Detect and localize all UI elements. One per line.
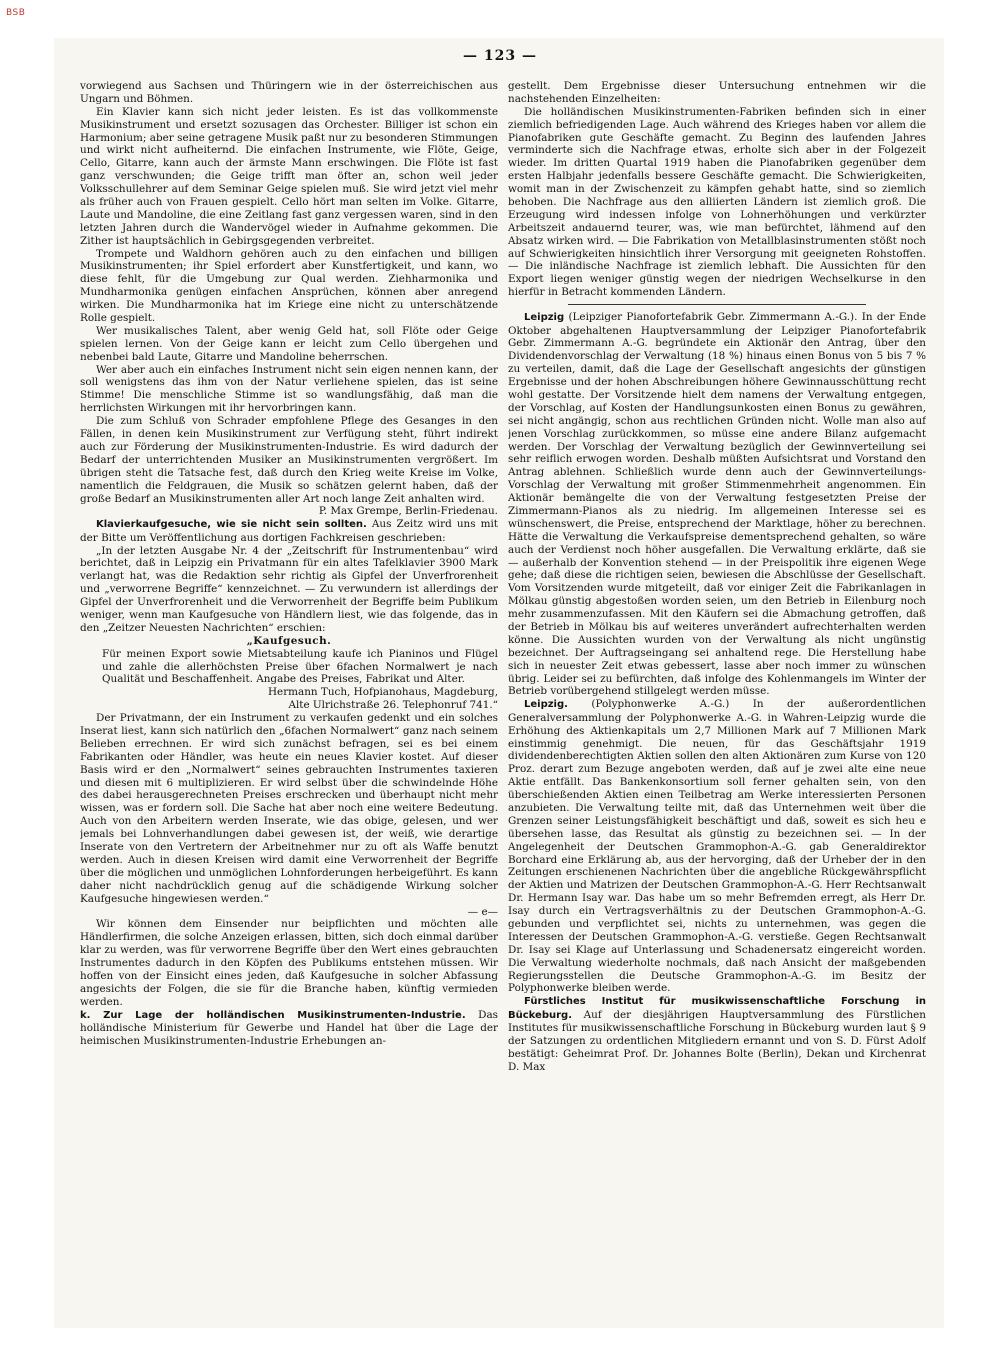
paragraph: Trompete und Waldhorn gehören auch zu den einfachen und billigen Musikinstrumenten; ihr Spiel erfordert aber Kunstfertigkeit, und kann, wo diese fehlt, für die Umgebung zur Qual werden. Ziehharmonika und Mundharmonika genügen einfachen Ansprüchen, können aber anregend wirken. Die Mundharmonika hat im Kriege eine nicht zu unterschätzende Rolle gespielt. xyxy=(80,247,498,325)
article-holland xyxy=(80,1009,498,1048)
page-number: — 123 — xyxy=(463,48,537,64)
article-leipzig-zimmermann xyxy=(508,311,926,698)
section-heading: k. Zur Lage der holländischen Musikinstrumenten-Industrie. xyxy=(80,1009,466,1021)
paragraph-text: Das holländische Ministerium für Gewerbe und Handel hat über die Lage der heimischen Musikinstrumenten-Industrie Erhebungen an- xyxy=(80,1008,498,1047)
library-stamp: BSB xyxy=(6,8,26,18)
ad-signature-line: Hermann Tuch, Hofpianohaus, Magdeburg, xyxy=(268,686,498,699)
article-bueckeburg xyxy=(508,995,926,1073)
paragraph: vorwiegend aus Sachsen und Thüringern wie in der österreichischen aus Ungarn und Böhmen. xyxy=(80,80,498,105)
right-column xyxy=(508,80,926,1320)
author-signature: P. Max Grempe, Berlin-Friedenau. xyxy=(318,505,498,518)
paragraph: Ein Klavier kann sich nicht jeder leisten. Es ist das vollkommenste Musikinstrument und ersetzt sozusagen das Orchester. Billiger ist schon ein Harmonium; aber seine getragene Musik paßt nur zu besonderen Stimmungen und wirkt nicht aufheiternd. Die einfachen Instrumente, wie Flöte, Geige, Cello, Gitarre, kann auch der ärmste Mann erschwingen. Die Flöte ist fast ganz verschwunden; die Geige trifft man öfter an, schon weil jeder Volksschullehrer auf dem Seminar Geige spielen muß. Sie wird jetzt viel mehr als früher auch von Frauen gespielt. Cello hört man selten im Volke. Gitarre, Laute und Mandoline, die eine Zeitlang fast ganz vergessen waren, sind in den letzten Jahren durch die Wandervögel wieder in Aufnahme gekommen. Die Zither ist hauptsächlich in Gebirgsgegenden verbreitet. xyxy=(80,105,498,247)
section-divider xyxy=(568,304,866,305)
paragraph-text: (Polyphonwerke A.-G.) In der außerordentlichen Generalversammlung der Polyphonwerke A.-G. in Wahren-Leipzig wurde die Erhöhung des Aktienkapitals um 2,7 Millionen Mark auf 7 Millionen Mark einstimmig genehmigt. Die neuen, für das Geschäftsjahr 1919 dividendenberechtigten Aktien sollen den alten Aktionären zum Kurse von 120 Proz. derart zum Bezuge angeboten werden, daß auf je zwei alte eine neue Aktie entfällt. Das Bankenkonsortium soll ferner gehalten sein, von den überschießenden Aktien einen Teilbetrag am Werke interessierten Personen anzubieten. Die Verwaltung teilte mit, daß das Unternehmen weit über die Grenzen seiner Leistungsfähigkeit beschäftigt und daß, soweit es sich heu e übersehen lasse, das Resultat als günstig zu bezeichnen sei. — In der Angelegenheit der Deutschen Grammophon-A.-G. gab Generaldirektor Borchard eine Erklärung ab, aus der hervorging, daß der Urheber der in den Zeitungen erschienenen Nachrichten über die angebliche Rückgewährspflicht der Aktien und Matrizen der Deutschen Grammophon-A.-G. Herr Rechtsanwalt Dr. Hermann Isay war. Das habe um so mehr Befremden erregt, als Herr Dr. Isay durch ein Vertragsverhältnis zu der Deutschen Grammophon-A.-G. gebunden und verpflichtet sei, nichts zu unternehmen, was gegen die Interessen der Deutschen Grammophon-A.-G. verstieße. Gegen Rechtsanwalt Dr. Isay sei Klage auf Unterlassung und Schadenersatz eingereicht worden. Die Verwaltung wiederholte nochmals, daß nach Ansicht der maßgebenden Regierungsstellen die Deutsche Grammophon-A.-G. im Besitz der Polyphonwerke bleiben werde. xyxy=(508,698,926,995)
article-klavierkaufgesuche xyxy=(80,518,498,544)
author-signature: — e— xyxy=(467,905,498,918)
section-heading: Leipzig xyxy=(524,312,565,324)
section-heading: Klavierkaufgesuche, wie sie nicht sein sollten. xyxy=(96,519,367,531)
ad-signature-line: Alte Ulrichstraße 26. Telephonruf 741.“ xyxy=(288,699,498,712)
ad-text: Für meinen Export sowie Mietsabteilung kaufe ich Pianinos und Flügel und zahle die allerhöchsten Preise über 6fachen Normalwert je nach Qualität und Beschaffenheit. Angabe des Preises, Fabrikat und Alter. xyxy=(102,647,498,686)
paragraph: Wer aber auch ein einfaches Instrument nicht sein eigen nennen kann, der soll wenigstens das ihm von der Natur verliehene spielen, das ist seine Stimme! Die menschliche Stimme ist so wandlungsfähig, daß man die herrlichsten Wirkungen mit ihr hervorbringen kann. xyxy=(80,363,498,415)
article-leipzig-polyphon xyxy=(508,698,926,995)
paragraph-text: Aus Zeitz wird uns mit der Bitte um Veröffentlichung aus dortigen Fachkreisen geschrieben: xyxy=(80,518,498,544)
paragraph: Der Privatmann, der ein Instrument zu verkaufen gedenkt und ein solches Inserat liest, kann sich natürlich den „6fachen Normalwert“ ganz nach seinem Belieben errechnen. Er wird sich zunächst befragen, sei es bei einem Fabrikanten oder Händler, was heute ein neues Klavier kostet. Auf dieser Basis wird er den „Normalwert“ seines gebrauchten Instrumentes taxieren und diesen mit 6 multiplizieren. Er wird selbst über die schwindelnde Höhe des dabei herausgerechneten Preises erschrecken und überhaupt nicht mehr wissen, was er fordern soll. Die Sache hat aber noch eine weitere Bedeutung. Auch von den Arbeitern werden Inserate, wie das obige, gelesen, und wer jemals bei Lohnverhandlungen dabei gewesen ist, der weiß, wie derartige Inserate von den Vertretern der Arbeitnehmer nur zu oft als Waffe benutzt werden. Auch in diesen Kreisen wird damit eine Verworrenheit der Begriffe über die möglichen und unmöglichen Lohnforderungen herbeigeführt. Es kann daher nicht nachdrücklich genug auf die schädigende Wirkung solcher Kaufgesuche hingewiesen werden.“ xyxy=(80,712,498,905)
section-heading: Leipzig. xyxy=(524,699,568,711)
paragraph: Die zum Schluß von Schrader empfohlene Pflege des Gesanges in den Fällen, in denen kein Musikinstrument zur Verfügung steht, führt indirekt auch zur Förderung der Musikinstrumenten-Industrie. Es wird dadurch der Bedarf der unterrichtenden Musiker an Musikinstrumenten vergrößert. Im übrigen steht die Tatsache fest, daß durch den Krieg weite Kreise im Volke, namentlich die Feldgrauen, die Musik so schätzen gelernt haben, daß der große Bedarf an Musikinstrumenten aller Art noch lange Zeit anhalten wird. xyxy=(80,415,498,505)
ad-title: „Kaufgesuch. xyxy=(246,634,332,647)
paragraph: gestellt. Dem Ergebnisse dieser Untersuchung entnehmen wir die nachstehenden Einzelheiten: xyxy=(508,80,926,105)
section-heading: Fürstliches Institut für musikwissenschaftliche Forschung in Bückeburg. xyxy=(508,996,926,1021)
paragraph-text: (Leipziger Pianofortefabrik Gebr. Zimmermann A.-G.). In der Ende Oktober abgehaltenen Hauptversammlung der Leipziger Pianofortefabrik Gebr. Zimmermann A.-G. begründete ein Aktionär den Antrag, über den Dividendenvorschlag der Verwaltung (18 %) hinaus einen Bonus von 5 bis 7 % zu verteilen, damit, daß die Lage der Gesellschaft angesichts der günstigen Ergebnisse und der hohen Abschreibungen höhere Gewinnausschüttung recht wohl gestatte. Der Vorsitzende hielt dem namens der Verwaltung entgegen, der Vorschlag, auf Kosten der Handlungsunkosten einen Bonus zu gewähren, sei nicht angängig, schon aus rechtlichen Gründen nicht. Wolle man also auf jenen Vorschlag zurückkommen, so müsse eine andere Bilanz aufgemacht werden. Der Vorschlag der Verwaltung bezüglich der Gewinnverteilung sei sehr reiflich erwogen worden. Deshalb müßten Aufsichtsrat und Vorstand den Antrag ablehnen. Schließlich wurde denn auch der Gewinnverteilungs-Vorschlag der Verwaltung mit großer Stimmenmehrheit angenommen. Ein Aktionär bemängelte die von der Verwaltung festgesetzten Preise der Zimmermann-Pianos als zu niedrig. Im allgemeinen Interesse sei es wünschenswert, die Preise, entsprechend der Marktlage, höher zu berechnen. Hätte die Verwaltung die Verkaufspreise dementsprechend gehalten, so wäre auch der Verdienst noch höher ausgefallen. Die Verwaltung erklärte, daß sie — außerhalb der Konvention stehend — in der Preispolitik ihre eigenen Wege gehe; daß diese die richtigen seien, bewiesen die Abschlüsse der Gesellschaft. Vom Vorsitzenden wurde mitgeteilt, daß vor einiger Zeit die Fabrikanlagen in Mölkau günstig abgestoßen worden seien, um den Betrieb in Eilenburg noch mehr zusammenzufassen. Mit den Käufern sei die Abmachung getroffen, daß der Betrieb in Mölkau bis auf weiteres unverändert aufrechterhalten werden könne. Die Aussichten wurden von der Verwaltung als nicht ungünstig bezeichnet. Der Auftragseingang sei anhaltend rege. Die Herstellung habe sich in neuester Zeit etwas gebessert, lasse aber noch immer zu wünschen übrig. Leider sei zu befürchten, daß infolge des Kohlenmangels im Winter der Betrieb vorübergehend stillgelegt werden müsse. xyxy=(508,311,926,698)
paragraph: Wer musikalisches Talent, aber wenig Geld hat, soll Flöte oder Geige spielen lernen. Von der Geige kann er leicht zum Cello übergehen und nebenbei bald Laute, Gitarre und Mandoline beherrschen. xyxy=(80,324,498,363)
paragraph-text: Auf der diesjährigen Hauptversammlung des Fürstlichen Institutes für musikwissenschaftliche Forschung in Bückeburg wurden laut § 9 der Satzungen zu ordentlichen Mitgliedern ernannt und von S. D. Fürst Adolf bestätigt: Geheimrat Prof. Dr. Johannes Bolte (Berlin), Dekan und Kirchenrat D. Max xyxy=(508,1008,926,1073)
left-column xyxy=(80,80,498,1320)
paragraph: Die holländischen Musikinstrumenten-Fabriken befinden sich in einer ziemlich befriedigenden Lage. Auch während des Krieges haben vor allem die Pianofabriken gute Geschäfte gemacht. Zu Beginn des laufenden Jahres verminderte sich die Nachfrage etwas, erholte sich aber in der Folgezeit wieder. Im dritten Quartal 1919 haben die Pianofabriken gegenüber dem ersten Halbjahr jedenfalls bessere Geschäfte gemacht. Die Schwierigkeiten, womit man in der Zwischenzeit zu kämpfen gehabt hatte, sind so ziemlich behoben. Die Nachfrage aus den alliierten Ländern ist ziemlich groß. Die Erzeugung wird indessen infolge von Lohnerhöhungen und verkürzter Arbeitszeit andauernd teurer, was, wie man befürchtet, lähmend auf den Absatz wirken wird. — Die Fabrikation von Metallblasinstrumenten stößt noch auf Schwierigkeiten hinsichtlich ihrer Versorgung mit geeigneten Rohstoffen. — Die inländische Nachfrage ist ziemlich lebhaft. Die Aussichten für den Export liegen weniger günstig wegen der niedrigen Wechselkurse in den hierfür in Betracht kommenden Ländern. xyxy=(508,105,926,299)
paragraph: Wir können dem Einsender nur beipflichten und möchten alle Händlerfirmen, die solche Anzeigen erlassen, bitten, sich doch einmal darüber klar zu werden, was für verworrene Begriffe über den Wert eines gebrauchten Instrumentes dadurch in den Köpfen des Publikums entstehen müssen. Wir hoffen von der Einsicht eines jeden, daß Kaufgesuche in solcher Abfassung angesichts der Folgen, die sie für die Branche haben, künftig vermieden werden. xyxy=(80,918,498,1008)
paragraph: „In der letzten Ausgabe Nr. 4 der „Zeitschrift für Instrumentenbau“ wird berichtet, daß in Leipzig ein Privatmann für ein altes Tafelklavier 3900 Mark verlangt hat, was die Redaktion sehr richtig als Gipfel der Unverfrorenheit und „verworrene Begriffe“ kennzeichnet. — Zu verwundern ist allerdings der Gipfel der Unverfrorenheit und die Verworrenheit der Begriffe beim Publikum weniger, wenn man Kaufgesuche von Händlern liest, wie das folgende, das in den „Zeitzer Neuesten Nachrichten“ erschien: xyxy=(80,544,498,634)
